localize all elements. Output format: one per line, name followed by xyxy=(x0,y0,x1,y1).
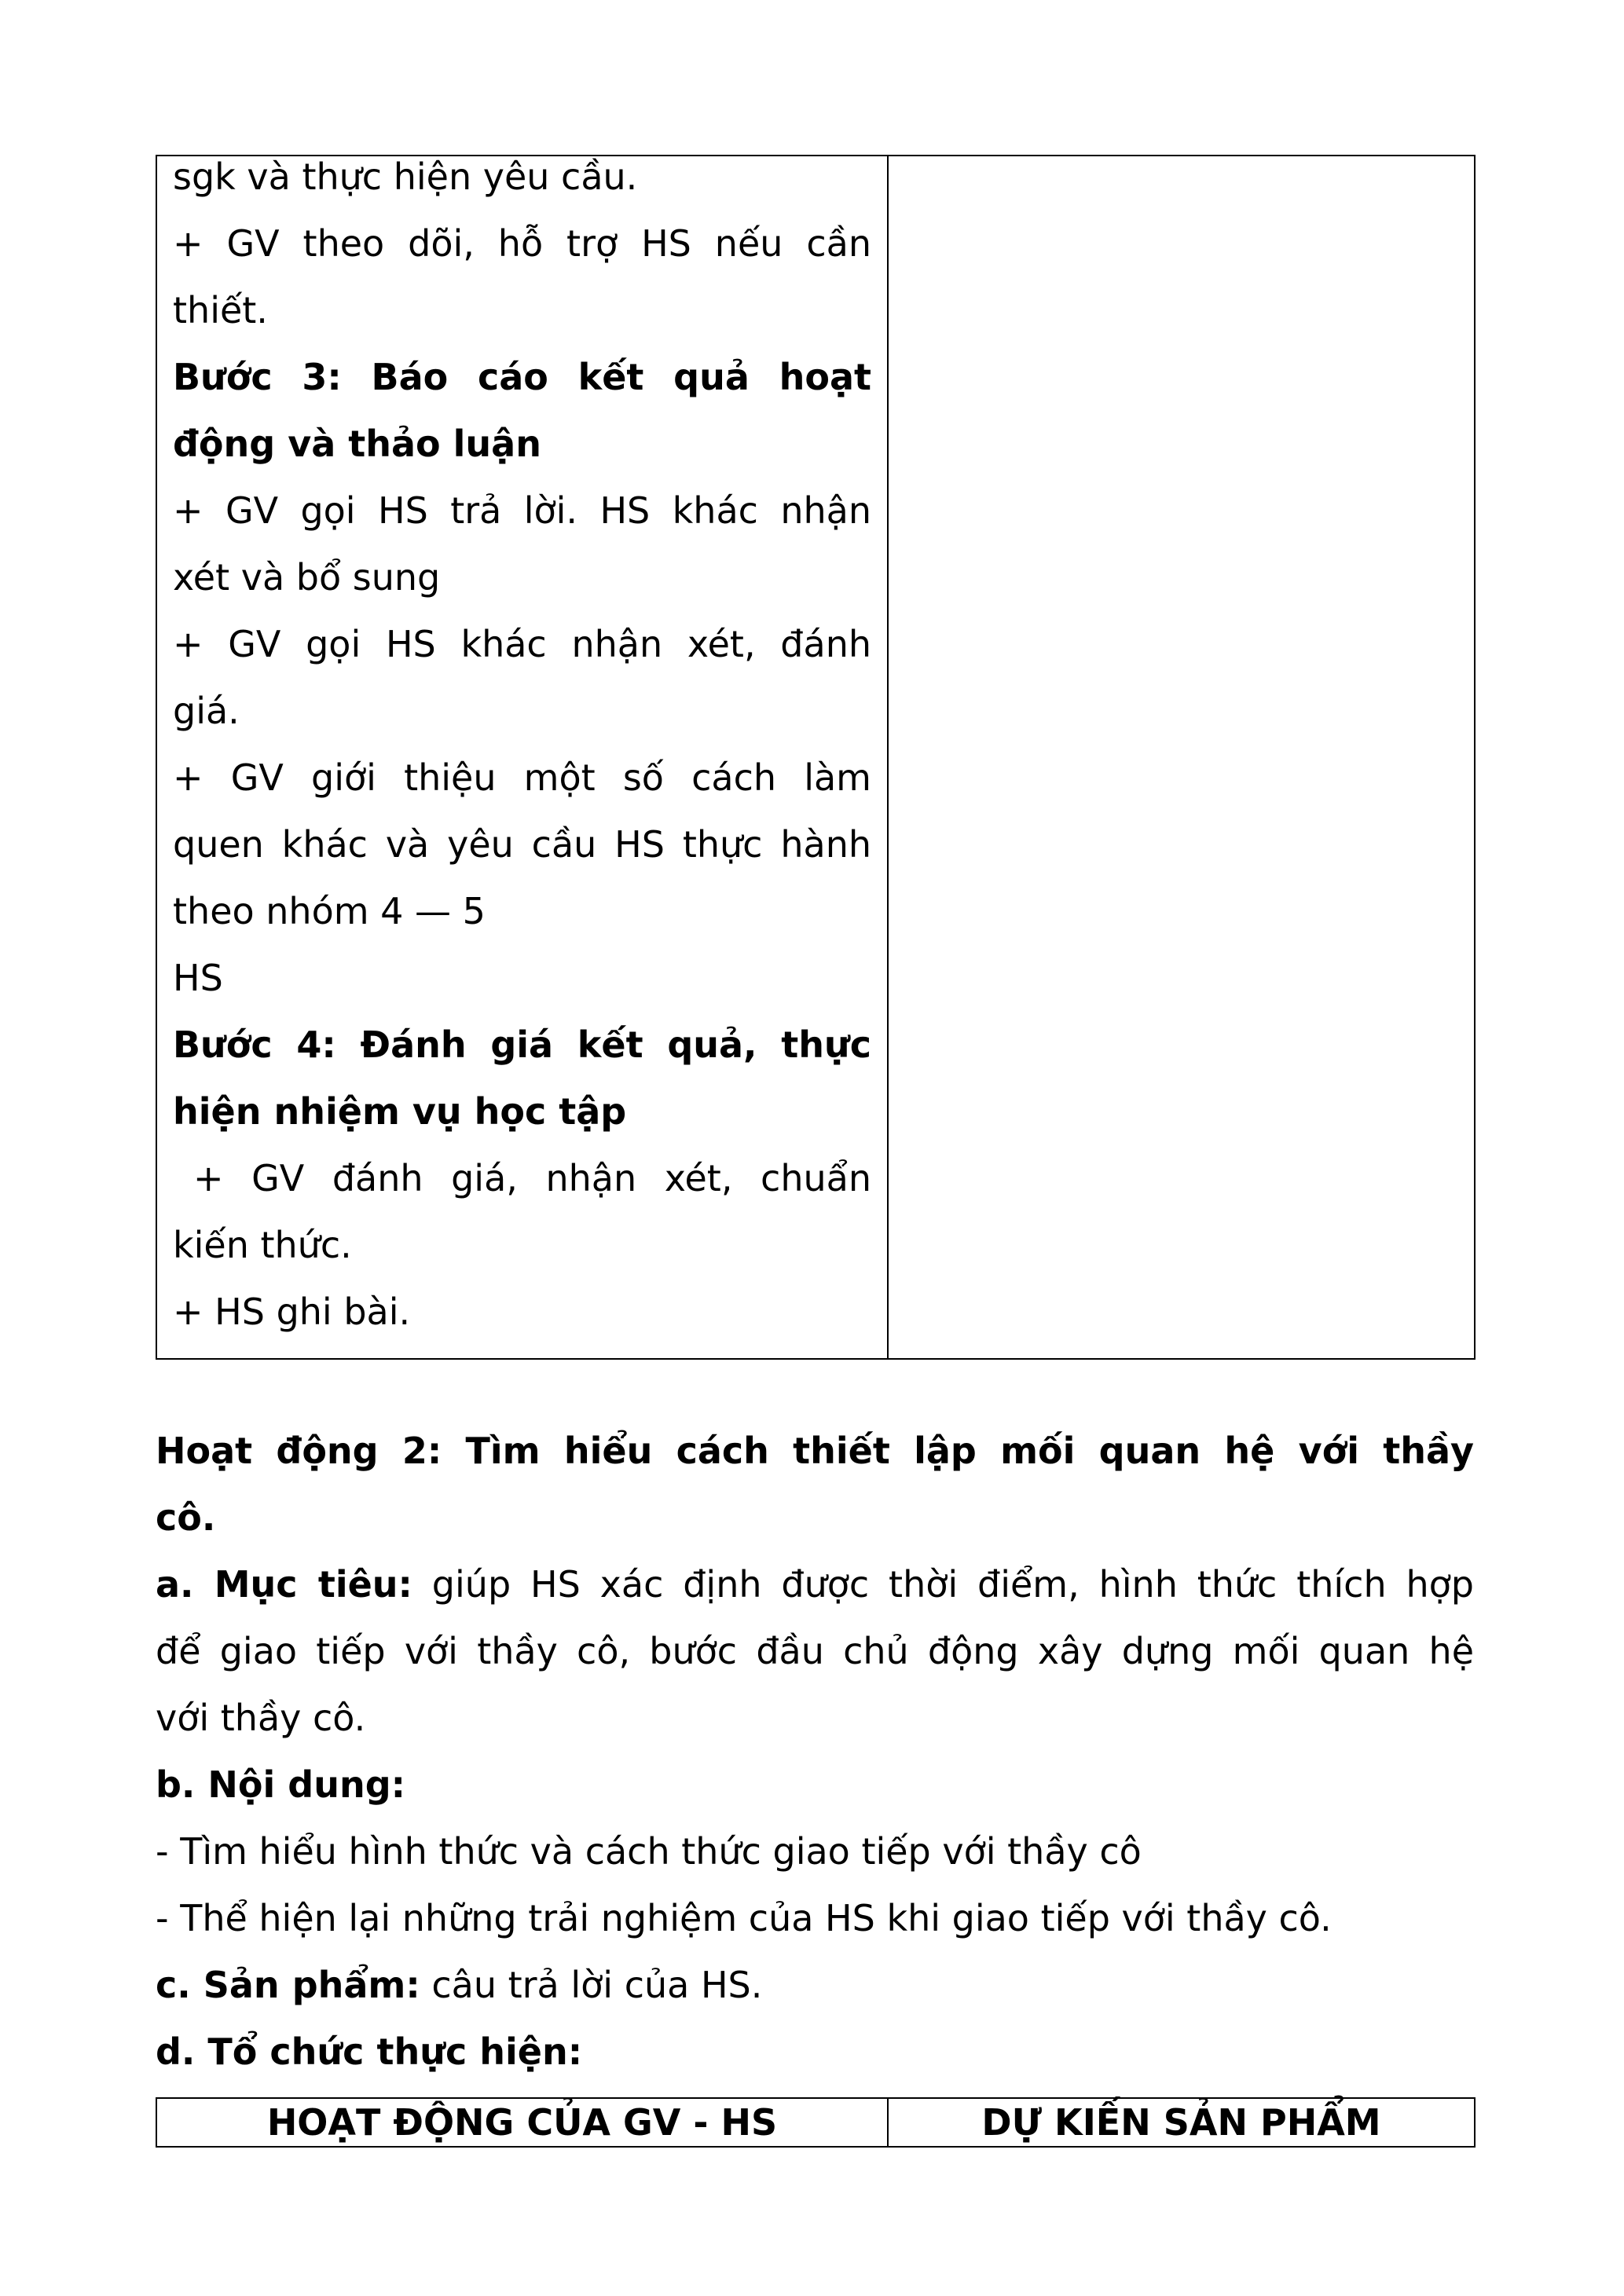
content-label: b. Nội dung: xyxy=(156,1763,406,1806)
activity-table-continued xyxy=(156,155,1476,1360)
activity-2-heading: Hoạt động 2: Tìm hiểu cách thiết lập mối quan hệ với thầy xyxy=(156,1430,1474,1472)
objective-text: với thầy cô. xyxy=(156,1697,366,1739)
objective-label: a. Mục tiêu: xyxy=(156,1563,412,1606)
header-teacher-student-activity: HOẠT ĐỘNG CỦA GV - HS xyxy=(156,2098,888,2147)
product-paragraph xyxy=(156,1952,1474,2019)
table-line: + GV đánh giá, nhận xét, chuẩn xyxy=(193,1157,871,1199)
table-line: theo nhóm 4 — 5 xyxy=(173,890,486,932)
product-text: câu trả lời của HS. xyxy=(420,1964,763,2006)
table-line: thiết. xyxy=(173,289,268,331)
table-line: + GV gọi HS khác nhận xét, đánh xyxy=(173,623,871,665)
step-3-heading: động và thảo luận xyxy=(173,423,541,465)
table-line: sgk và thực hiện yêu cầu. xyxy=(173,156,638,198)
activity-2-section xyxy=(156,1418,1474,2085)
objective-text: để giao tiếp với thầy cô, bước đầu chủ động xây dựng mối quan hệ xyxy=(156,1630,1474,1672)
table-line: HS xyxy=(173,957,223,999)
table-line: quen khác và yêu cầu HS thực hành xyxy=(173,823,871,866)
objective-paragraph xyxy=(156,1551,1474,1618)
table-line: + GV theo dõi, hỗ trợ HS nếu cần xyxy=(173,222,871,265)
expected-product-cell xyxy=(888,156,1475,1359)
table-line: kiến thức. xyxy=(173,1224,352,1266)
teacher-student-activity-cell xyxy=(156,156,888,1359)
table-line: + HS ghi bài. xyxy=(173,1291,411,1333)
content-item: - Thể hiện lại những trải nghiệm của HS khi giao tiếp với thầy cô. xyxy=(156,1897,1332,1939)
header-expected-product: DỰ KIẾN SẢN PHẨM xyxy=(888,2098,1475,2147)
objective-text: giúp HS xác định được thời điểm, hình thức thích hợp xyxy=(412,1563,1474,1606)
activity-2-table-header xyxy=(156,2097,1476,2148)
product-label: c. Sản phẩm: xyxy=(156,1964,420,2006)
organization-label: d. Tổ chức thực hiện: xyxy=(156,2031,583,2073)
step-3-heading: Bước 3: Báo cáo kết quả hoạt xyxy=(173,356,871,398)
table-line: xét và bổ sung xyxy=(173,556,441,599)
table-line: + GV giới thiệu một số cách làm xyxy=(173,756,871,799)
step-4-heading: Bước 4: Đánh giá kết quả, thực xyxy=(173,1023,871,1066)
content-item: - Tìm hiểu hình thức và cách thức giao tiếp với thầy cô xyxy=(156,1830,1142,1873)
step-4-heading: hiện nhiệm vụ học tập xyxy=(173,1090,627,1133)
table-line: + GV gọi HS trả lời. HS khác nhận xyxy=(173,489,871,532)
table-line: giá. xyxy=(173,690,240,732)
activity-2-heading: cô. xyxy=(156,1496,216,1539)
